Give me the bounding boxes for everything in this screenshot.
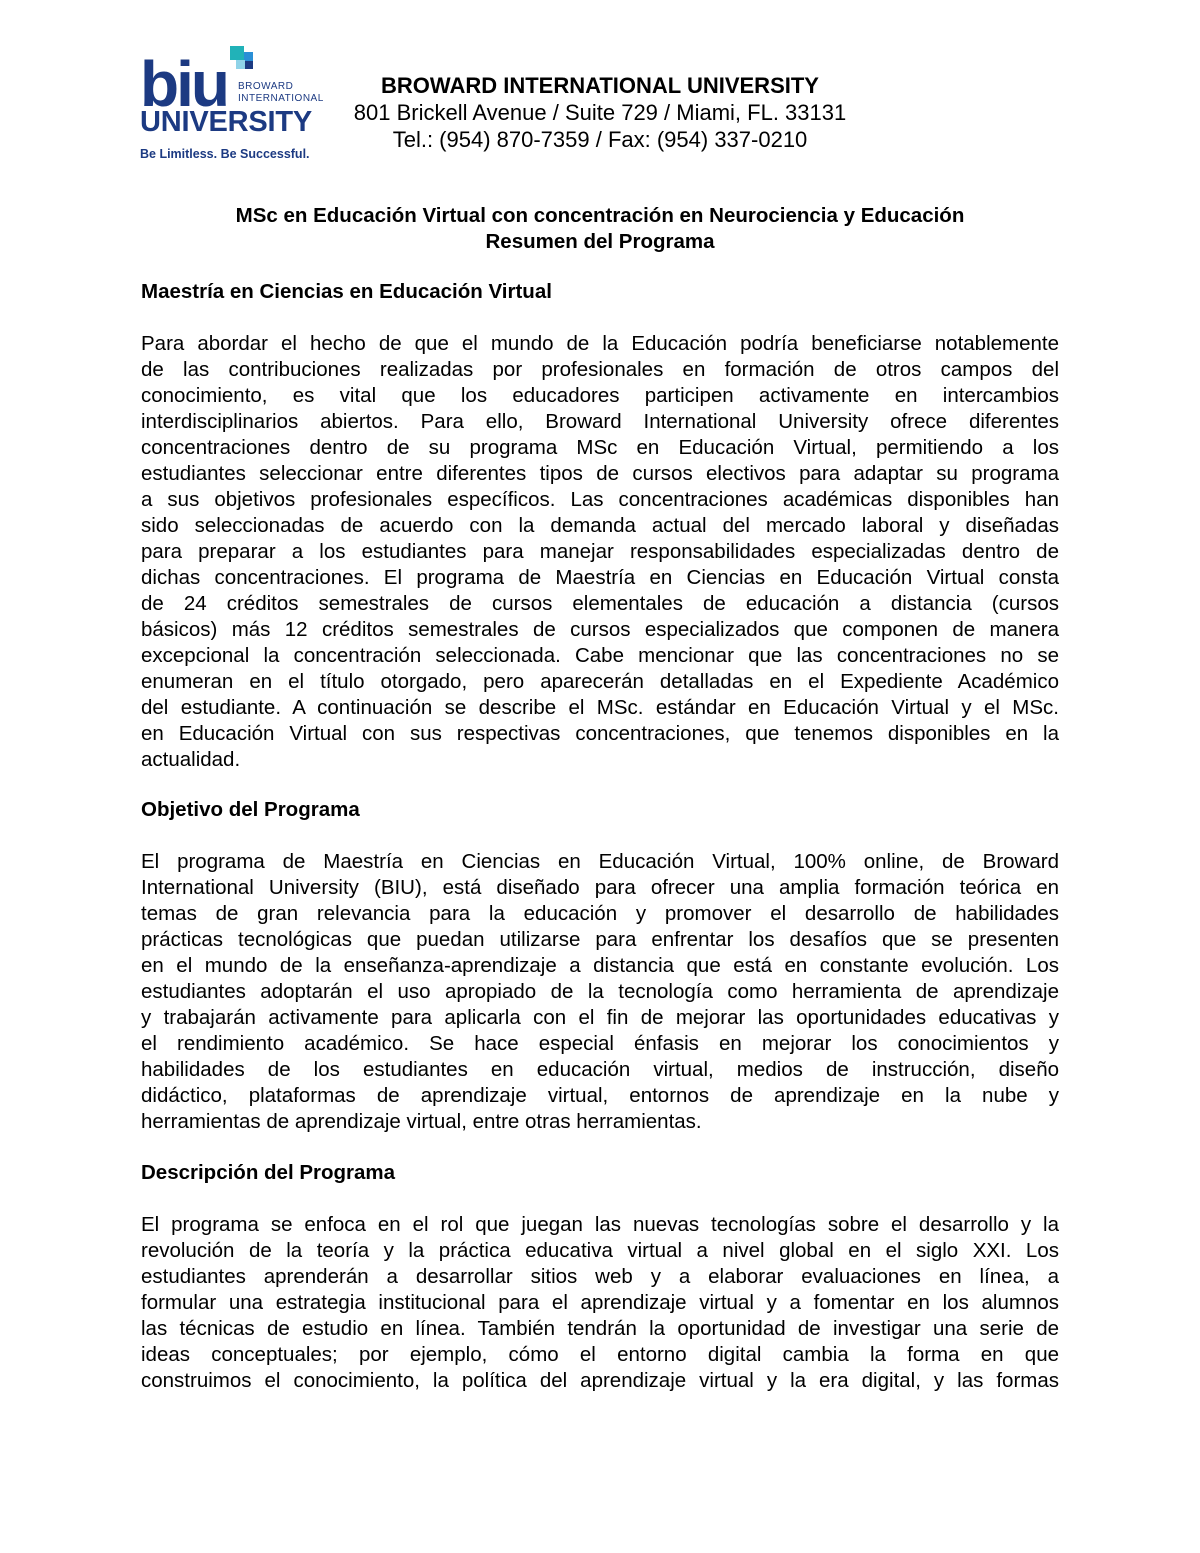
section-body-objetivo xyxy=(141,849,1059,1135)
paragraph-line: International University (BIU), está diseñado para ofrecer una amplia formación teórica en xyxy=(141,876,1059,899)
paragraph-line: El programa de Maestría en Ciencias en Educación Virtual, 100% online, de Broward xyxy=(141,850,1059,873)
document-title-line1: MSc en Educación Virtual con concentración en Neurociencia y Educación xyxy=(235,204,965,227)
paragraph-line: dichas concentraciones. El programa de Maestría en Ciencias en Educación Virtual consta xyxy=(141,566,1059,589)
paragraph-line: Para abordar el hecho de que el mundo de la Educación podría beneficiarse notablemente xyxy=(141,332,1059,355)
paragraph-line: estudiantes adoptarán el uso apropiado de la tecnología como herramienta de aprendizaje xyxy=(141,980,1059,1003)
paragraph-line: concentraciones dentro de su programa MSc en Educación Virtual, permitiendo a los xyxy=(141,436,1059,459)
paragraph-line: temas de gran relevancia para la educación y promover el desarrollo de habilidades xyxy=(141,902,1059,925)
paragraph-line: a sus objetivos profesionales específicos. Las concentraciones académicas disponibles han xyxy=(141,488,1059,511)
paragraph-line: actualidad. xyxy=(141,748,241,771)
logo-university: UNIVERSITY xyxy=(140,106,313,138)
paragraph-line: conocimiento, es vital que los educadores participen activamente en intercambios xyxy=(141,384,1059,407)
logo-broward: BROWARD xyxy=(238,81,294,92)
university-logo xyxy=(140,44,340,164)
paragraph-line: de 24 créditos semestrales de cursos elementales de educación a distancia (cursos xyxy=(141,592,1059,615)
document-title-line2: Resumen del Programa xyxy=(485,230,715,253)
paragraph-line: enumeran en el título otorgado, pero aparecerán detalladas en el Expediente Académico xyxy=(141,670,1059,693)
paragraph-line: del estudiante. A continuación se describe el MSc. estándar en Educación Virtual y el MSc. xyxy=(141,696,1059,719)
paragraph-line: y trabajarán activamente para aplicarla con el fin de mejorar las oportunidades educativas y xyxy=(141,1006,1059,1029)
paragraph-line: herramientas de aprendizaje virtual, entre otras herramientas. xyxy=(141,1110,702,1133)
logo-squares-icon xyxy=(230,46,260,76)
university-address: 801 Brickell Avenue / Suite 729 / Miami, FL. 33131 xyxy=(353,100,847,125)
section-heading-maestria: Maestría en Ciencias en Educación Virtual xyxy=(141,280,552,303)
document-title xyxy=(140,203,1060,255)
logo-wordmark: biu xyxy=(140,48,227,120)
paragraph-line: básicos) más 12 créditos semestrales de cursos especializados que componen de manera xyxy=(141,618,1059,641)
paragraph-line: formular una estrategia institucional para el aprendizaje virtual y a fomentar en los alumnos xyxy=(141,1291,1059,1314)
paragraph-line: interdisciplinarios abiertos. Para ello, Broward International University ofrece diferentes xyxy=(141,410,1059,433)
paragraph-line: revolución de la teoría y la práctica educativa virtual a nivel global en el siglo XXI. Los xyxy=(141,1239,1059,1262)
paragraph-line: didáctico, plataformas de aprendizaje virtual, entornos de aprendizaje en la nube y xyxy=(141,1084,1059,1107)
paragraph-line: construimos el conocimiento, la política del aprendizaje virtual y la era digital, y las formas xyxy=(141,1369,1059,1392)
logo-tagline: Be Limitless. Be Successful. xyxy=(140,147,310,161)
paragraph-line: prácticas tecnológicas que puedan utilizarse para enfrentar los desafíos que se presenten xyxy=(141,928,1059,951)
paragraph-line: estudiantes seleccionar entre diferentes tipos de cursos electivos para adaptar su programa xyxy=(141,462,1059,485)
paragraph-line: sido seleccionadas de acuerdo con la demanda actual del mercado laboral y diseñadas xyxy=(141,514,1059,537)
paragraph-line: estudiantes aprenderán a desarrollar sitios web y a elaborar evaluaciones en línea, a xyxy=(141,1265,1059,1288)
paragraph-line: habilidades de los estudiantes en educación virtual, medios de instrucción, diseño xyxy=(141,1058,1059,1081)
university-name: BROWARD INTERNATIONAL UNIVERSITY xyxy=(381,73,819,98)
section-body-maestria xyxy=(141,331,1059,773)
paragraph-line: en el mundo de la enseñanza-aprendizaje a distancia que está en constante evolución. Los xyxy=(141,954,1059,977)
paragraph-line: excepcional la concentración seleccionada. Cabe mencionar que las concentraciones no se xyxy=(141,644,1059,667)
paragraph-line: El programa se enfoca en el rol que juegan las nuevas tecnologías sobre el desarrollo y la xyxy=(141,1213,1059,1236)
logo-international: INTERNATIONAL xyxy=(238,93,324,104)
paragraph-line: las técnicas de estudio en línea. También tendrán la oportunidad de investigar una serie de xyxy=(141,1317,1059,1340)
paragraph-line: para preparar a los estudiantes para manejar responsabilidades especializadas dentro de xyxy=(141,540,1059,563)
paragraph-line: el rendimiento académico. Se hace especial énfasis en mejorar los conocimientos y xyxy=(141,1032,1059,1055)
university-phone: Tel.: (954) 870-7359 / Fax: (954) 337-0210 xyxy=(392,127,808,152)
paragraph-line: en Educación Virtual con sus respectivas concentraciones, que tenemos disponibles en la xyxy=(141,722,1059,745)
section-body-descripcion xyxy=(141,1212,1059,1394)
section-heading-objetivo: Objetivo del Programa xyxy=(141,798,360,821)
paragraph-line: ideas conceptuales; por ejemplo, cómo el entorno digital cambia la forma en que xyxy=(141,1343,1059,1366)
section-heading-descripcion: Descripción del Programa xyxy=(141,1161,396,1184)
paragraph-line: de las contribuciones realizadas por profesionales en formación de otros campos del xyxy=(141,358,1059,381)
university-header xyxy=(345,72,855,153)
